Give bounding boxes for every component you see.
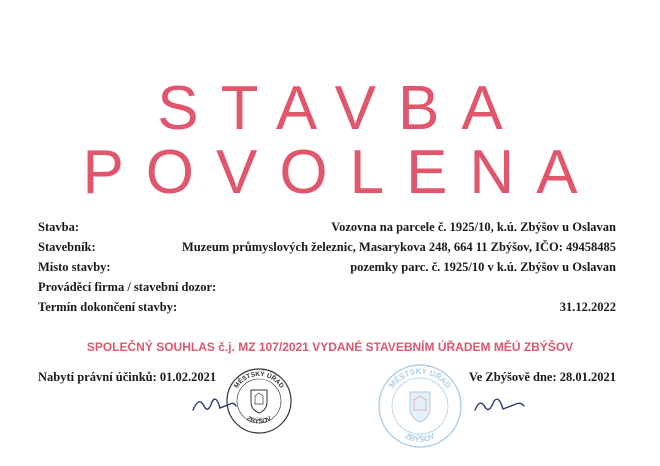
info-value: 31.12.2022 xyxy=(559,300,616,314)
svg-text:ZBÝŠOV: ZBÝŠOV xyxy=(403,431,437,445)
svg-text:ZBÝŠOV: ZBÝŠOV xyxy=(245,415,273,426)
effective-date: Nabytí právní účinků: 01.02.2021 xyxy=(38,370,217,384)
building-info-table xyxy=(38,220,616,320)
info-label: Stavba: xyxy=(38,220,79,234)
info-row-stavebnik xyxy=(38,240,616,260)
info-label: Místo stavby: xyxy=(38,260,111,274)
headline-line-1: STAVBA xyxy=(157,74,525,143)
info-row-provadeci-firma xyxy=(38,280,616,300)
place-and-date: Ve Zbýšově dne: 28.01.2021 xyxy=(468,370,616,384)
signature-right xyxy=(472,392,526,418)
info-label: Prováděcí firma / stavební dozor: xyxy=(38,280,217,294)
signature-left xyxy=(190,392,238,418)
svg-text:MĚSTSKÝ ÚŘAD: MĚSTSKÝ ÚŘAD xyxy=(233,370,285,390)
info-row-misto-stavby xyxy=(38,260,616,280)
info-value: Muzeum průmyslových železnic, Masarykova 248, 664 11 Zbýšov, IČO: 49458485 xyxy=(181,240,616,254)
info-value: Vozovna na parcele č. 1925/10, k.ú. Zbýšov u Oslavan xyxy=(331,220,616,234)
info-label: Stavebník: xyxy=(38,240,96,254)
info-value: pozemky parc. č. 1925/10 v k.ú. Zbýšov u Oslavan xyxy=(350,260,616,274)
info-row-termin-dokonceni xyxy=(38,300,616,320)
info-row-stavba xyxy=(38,220,616,240)
agreement-reference: SPOLEČNÝ SOUHLAS č.j. MZ 107/2021 VYDANÉ STAVEBNÍM ÚŘADEM MĚÚ ZBÝŠOV xyxy=(86,340,574,354)
headline-line-2: POVOLENA xyxy=(82,138,600,207)
svg-text:MĚSTSKÝ ÚŘAD: MĚSTSKÝ ÚŘAD xyxy=(387,366,453,390)
municipal-stamp-faded xyxy=(376,362,464,450)
info-label: Termín dokončení stavby: xyxy=(38,300,178,314)
